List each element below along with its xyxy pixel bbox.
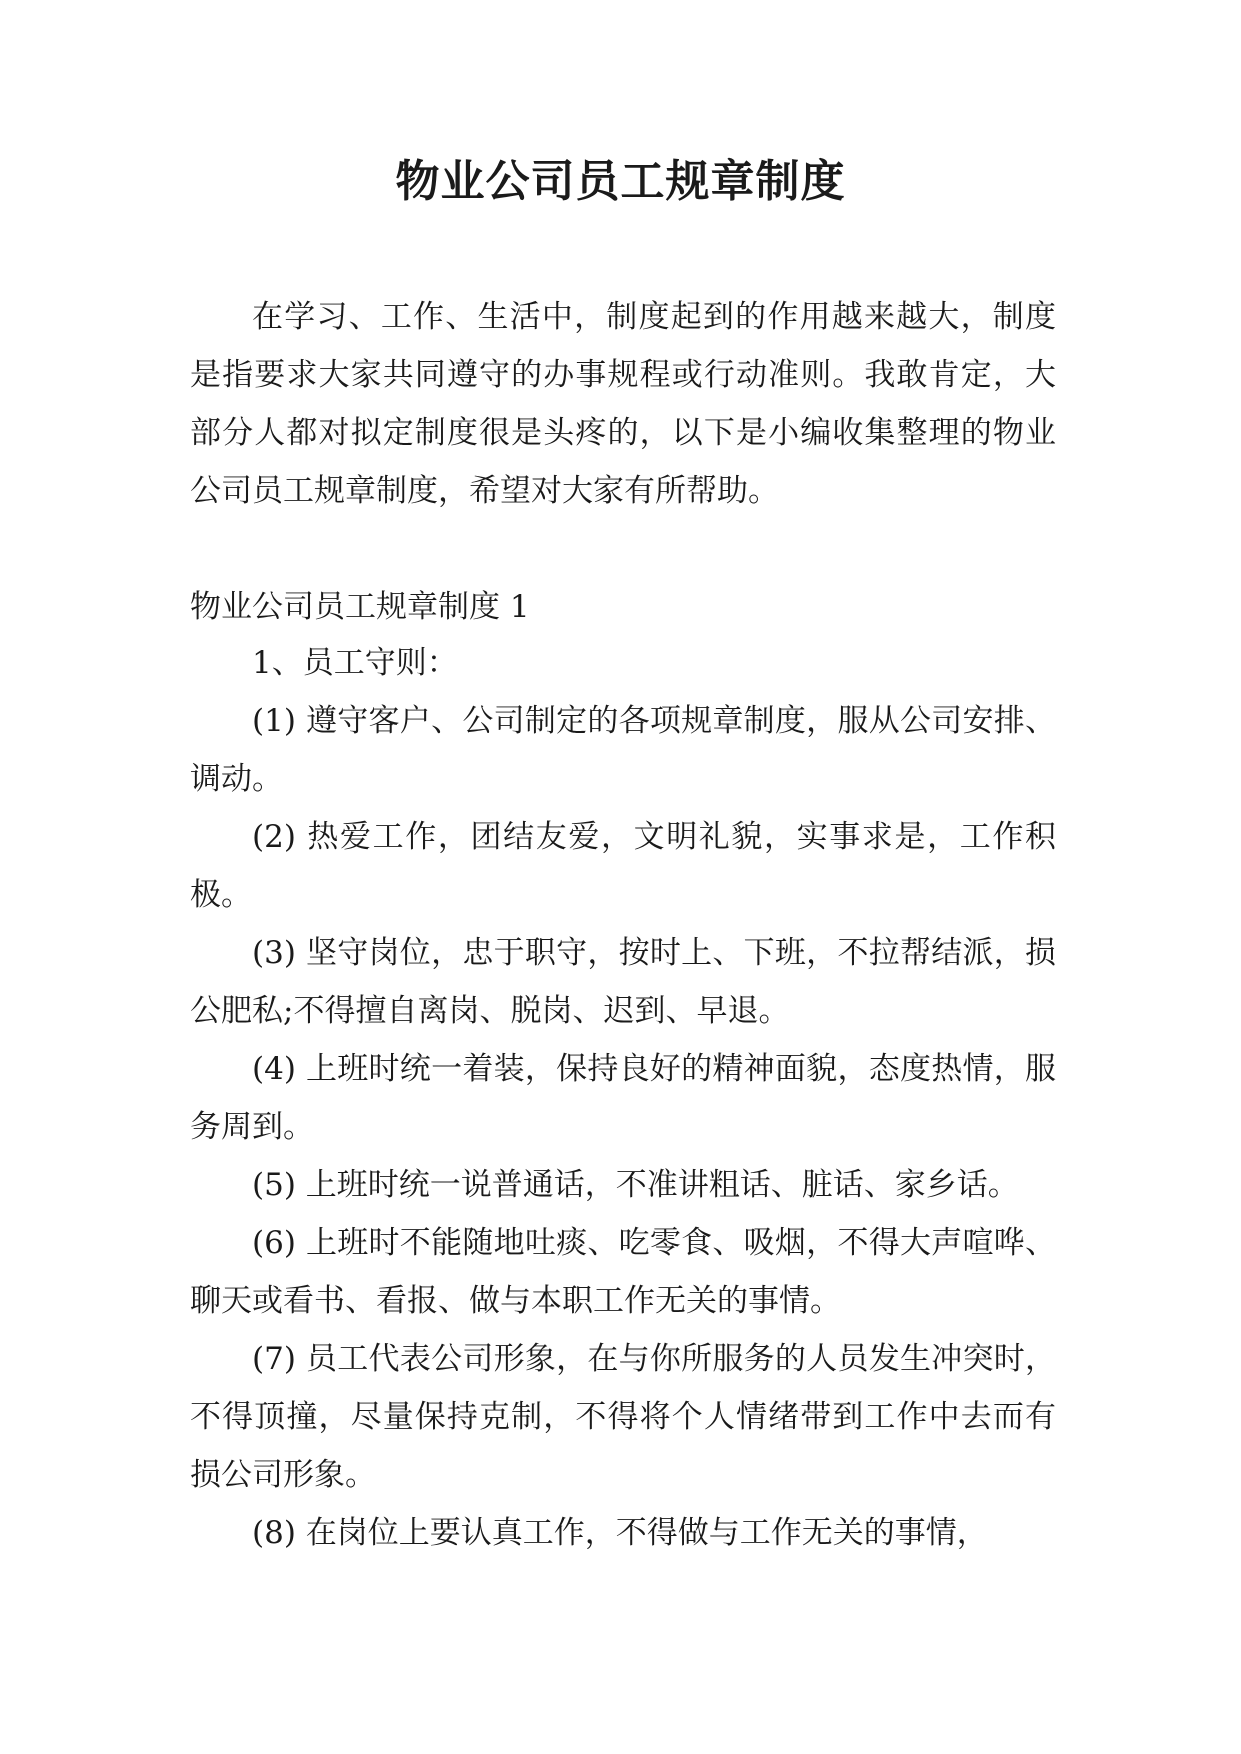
rule-item-5: (5) 上班时统一说普通话，不准讲粗话、脏话、家乡话。 — [252, 1167, 1019, 1203]
rule-item-8: (8) 在岗位上要认真工作，不得做与工作无关的事情， — [252, 1515, 988, 1551]
rule-item-3: (3) 坚守岗位，忠于职守，按时上、下班，不拉帮结派，损公肥私;不得擅自离岗、脱岗、迟到、早退。 — [190, 935, 1056, 1029]
rule-item-6: (6) 上班时不能随地吐痰、吃零食、吸烟，不得大声喧哗、聊天或看书、看报、做与本职工作无关的事情。 — [190, 1225, 1056, 1319]
rule-item-4: (4) 上班时统一着装，保持良好的精神面貌，态度热情，服务周到。 — [190, 1051, 1056, 1145]
rule-heading: 1、员工守则： — [252, 645, 458, 681]
rule-item-7: (7) 员工代表公司形象，在与你所服务的人员发生冲突时，不得顶撞，尽量保持克制，不得将个人情绪带到工作中去而有损公司形象。 — [190, 1341, 1056, 1493]
document-title: 物业公司员工规章制度 — [395, 156, 846, 207]
rule-item-1: (1) 遵守客户、公司制定的各项规章制度，服从公司安排、调动。 — [190, 703, 1056, 797]
intro-paragraph: 在学习、工作、生活中，制度起到的作用越来越大，制度是指要求大家共同遵守的办事规程或行动准则。我敢肯定，大部分人都对拟定制度很是头疼的，以下是小编收集整理的物业公司员工规章制度，希望对大家有所帮助。 — [190, 299, 1056, 509]
section-heading: 物业公司员工规章制度 1 — [190, 589, 530, 625]
rule-item-2: (2) 热爱工作，团结友爱，文明礼貌，实事求是，工作积极。 — [190, 819, 1056, 913]
